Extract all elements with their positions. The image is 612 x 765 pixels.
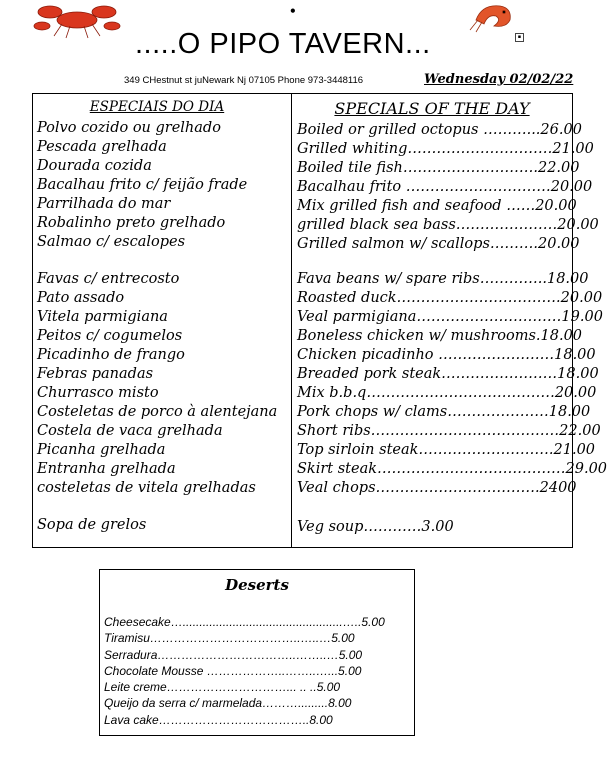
portuguese-specials-column [37,98,287,535]
menu-item: Churrasco misto [37,385,159,401]
menu-item-priced: Chicken picadinho ……………………18.00 [297,347,596,363]
menu-item-priced: Boneless chicken w/ mushrooms.18.00 [297,328,583,344]
menu-item-priced: Mix b.b.q…………………………………20.00 [297,385,597,401]
dessert-item: Lava cake………………………………..8.00 [104,712,333,727]
menu-item-priced: Top sirloin steak……………………….21.00 [297,442,596,458]
menu-item-priced: Skirt steak…………………………………29.00 [297,461,608,477]
small-square-icon: ▪ [515,33,524,42]
menu-item: Febras panadas [37,366,154,382]
menu-item: Salmao c/ escalopes [37,234,186,250]
menu-item: Peitos c/ cogumelos [37,328,183,344]
dessert-item: Serradura……………………………..……..…5.00 [104,647,363,662]
page-title: .....O PIPO TAVERN... [135,28,431,60]
dessert-item: Cheesecake…................................................…..5.00 [104,615,385,629]
menu-item-priced: Veal chops…………………………….2400 [297,480,577,496]
desserts-list [104,614,385,728]
english-specials-column [297,98,608,537]
menu-item: Picanha grelhada [37,442,166,458]
menu-item: Robalinho preto grelhado [37,215,226,231]
menu-item: Costeletas de porco à alentejana [37,404,278,420]
lobster-icon [32,0,122,40]
menu-item-priced: Boiled tile fish……………………….22.00 [297,160,580,176]
menu-item: Dourada cozida [37,158,152,174]
menu-item: Costela de vaca grelhada [37,423,223,439]
soup-item-priced: Veg soup…………3.00 [297,519,454,535]
column-divider [291,93,292,548]
dessert-item: Tiramisu………………………………..…..…5.00 [104,631,355,646]
menu-item-priced: Mix grilled fish and seafood ……20.00 [297,198,577,214]
menu-item-priced: Breaded pork steak……………………18.00 [297,366,599,382]
menu-date: Wednesday 02/02/22 [424,72,574,87]
menu-item: Vitela parmigiana [37,309,168,325]
menu-item: Favas c/ entrecosto [37,271,180,287]
menu-item: Pescada grelhada [37,139,167,155]
menu-item-priced: Boiled or grilled octopus ………...26.00 [297,122,582,138]
menu-item-priced: Bacalhau frito …………………………20.00 [297,179,593,195]
menu-item-priced: Fava beans w/ spare ribs…………..18.00 [297,271,589,287]
menu-item-priced: grilled black sea bass…………………20.00 [297,217,599,233]
menu-item: Picadinho de frango [37,347,185,363]
address-line: 349 CHestnut st juNewark Nj 07105 Phone 973-3448116 [124,75,364,86]
desserts-title: Deserts [225,576,289,594]
shrimp-icon [468,0,518,34]
menu-item: Entranha grelhada [37,461,176,477]
menu-item-priced: Grilled salmon w/ scallops……….20.00 [297,236,580,252]
english-specials-title: SPECIALS OF THE DAY [334,99,530,118]
menu-item: costeletas de vitela grelhadas [37,480,256,496]
dessert-item: Queijo da serra c/ marmelada……….........8.00 [104,696,352,711]
portuguese-specials-title: ESPECIAIS DO DIA [89,99,225,115]
menu-item-priced: Grilled whiting…………………………21.00 [297,141,594,157]
soup-item: Sopa de grelos [37,517,147,533]
menu-item-priced: Short ribs…………………………………22.00 [297,423,601,439]
menu-item-priced: Pork chops w/ clams…………………18.00 [297,404,591,420]
dessert-item: Chocolate Mousse ………………..……..…...5.00 [104,663,362,678]
dessert-item: Leite creme…………………………... .. ..5.00 [104,680,341,695]
header-dot: • [289,4,297,18]
menu-item-priced: Roasted duck…………………………….20.00 [297,290,603,306]
menu-item-priced: Veal parmigiana…………………………19.00 [297,309,603,325]
menu-item: Polvo cozido ou grelhado [37,120,221,136]
menu-item: Pato assado [37,290,125,306]
menu-item: Bacalhau frito c/ feijão frade [37,177,248,193]
menu-item: Parrilhada do mar [37,196,171,212]
